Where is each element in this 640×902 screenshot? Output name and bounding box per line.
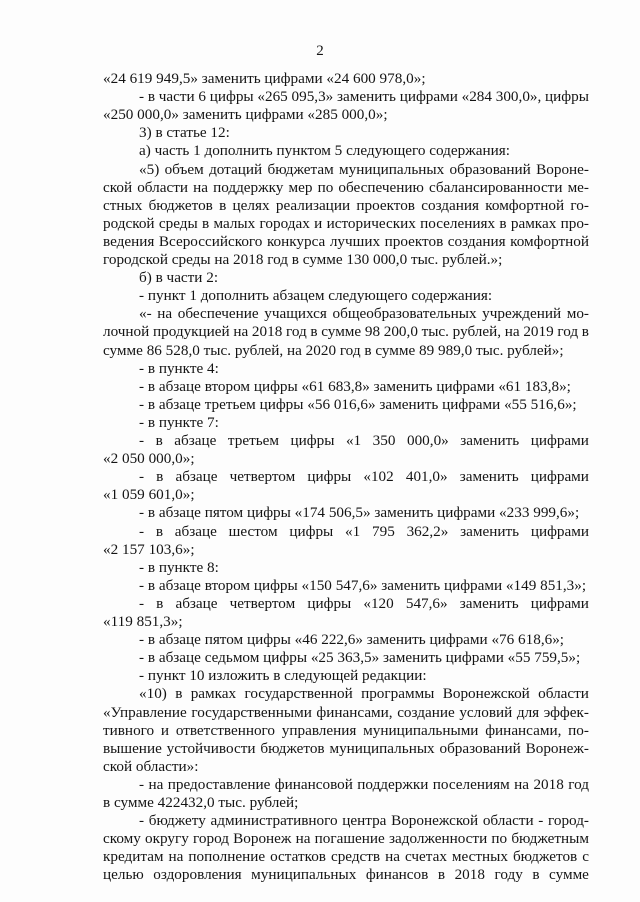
text-line: вышение устойчивости бюджетов муниципальных образований Воронеж- (103, 739, 589, 757)
text-line: 3) в статье 12: (139, 124, 230, 142)
text-line: ской области»: (103, 757, 199, 775)
text-line: «250 000,0» заменить цифрами «285 000,0»; (103, 106, 388, 124)
text-line: «- на обеспечение учащихся общеобразовательных учреждений мо- (139, 305, 589, 323)
text-line: «119 851,3»; (103, 613, 183, 630)
text-line: б) в части 2: (139, 269, 219, 287)
text-line: - в абзаце третьем цифры «1 350 000,0» заменить цифрами (139, 432, 589, 449)
text-line: в сумме 422432,0 тыс. рублей; (103, 794, 299, 811)
text-line: - в абзаце шестом цифры «1 795 362,2» заменить цифрами (139, 522, 589, 540)
text-line: сумме 86 528,0 тыс. рублей, на 2020 год в сумме 89 989,0 тыс. рублей»; (103, 341, 564, 359)
text-line: городской среды на 2018 год в сумме 130 000,0 тыс. рублей.»; (103, 251, 503, 268)
text-line: - на предоставление финансовой поддержки поселениям на 2018 год (139, 775, 589, 793)
text-line: - пункт 1 дополнить абзацем следующего содержания: (139, 287, 493, 305)
text-line: - в абзаце втором цифры «61 683,8» заменить цифрами «61 183,8»; (139, 377, 571, 395)
text-line: «10) в рамках государственной программы Воронежской области (139, 685, 589, 703)
text-line: - в абзаце седьмом цифры «25 363,5» заменить цифрами «55 759,5»; (139, 649, 581, 667)
text-line: - в абзаце пятом цифры «174 506,5» заменить цифрами «233 999,6»; (139, 504, 580, 522)
text-line: родской среды в малых городах и исторических поселениях в рамках про- (103, 214, 589, 232)
text-line: - пункт 10 изложить в следующей редакции: (139, 667, 427, 685)
text-line: кредитам на пополнение остатков средств на счетах местных бюджетов с (103, 848, 589, 866)
text-line: скому округу город Воронеж на погашение задолженности по бюджетным (103, 830, 589, 848)
text-line: а) часть 1 дополнить пунктом 5 следующего содержания: (139, 142, 510, 160)
text-line: ской области на поддержку мер по обеспечению сбалансированности ме- (103, 178, 589, 196)
text-line: тивного и ответственного управления муниципальными финансами, по- (103, 721, 589, 739)
text-line: - в абзаце втором цифры «150 547,6» заменить цифрами «149 851,3»; (139, 576, 587, 594)
text-line: - в абзаце четвертом цифры «120 547,6» заменить цифрами (139, 594, 589, 612)
text-line: - в пункте 8: (139, 558, 219, 576)
page-number: 2 (316, 43, 324, 59)
text-line: - в части 6 цифры «265 095,3» заменить цифрами «284 300,0», цифры (139, 88, 589, 106)
text-line: - в абзаце четвертом цифры «102 401,0» заменить цифрами (139, 468, 589, 486)
text-line: «24 619 949,5» заменить цифрами «24 600 978,0»; (103, 70, 426, 87)
text-line: «2 157 103,6»; (103, 540, 195, 558)
text-line: ведения Всероссийского конкурса лучших проектов создания комфортной (103, 232, 589, 250)
text-line: целью оздоровления муниципальных финансов в 2018 году в сумме (103, 866, 589, 884)
text-line: «Управление государственными финансами, создание условий для эффек- (103, 703, 589, 721)
text-line: - в абзаце третьем цифры «56 016,6» заменить цифрами «55 516,6»; (139, 395, 577, 413)
text-line: «2 050 000,0»; (103, 450, 195, 468)
text-line: - в пункте 7: (139, 413, 219, 431)
text-line: - в абзаце пятом цифры «46 222,6» заменить цифрами «76 618,6»; (139, 631, 565, 649)
text-line: - в пункте 4: (139, 359, 219, 377)
text-line: «1 059 601,0»; (103, 486, 195, 504)
text-line: лочной продукцией на 2018 год в сумме 98 200,0 тыс. рублей, на 2019 год в (103, 323, 589, 341)
text-line: стных бюджетов в целях реализации проектов создания комфортной го- (103, 196, 589, 214)
text-line: «5) объем дотаций бюджетам муниципальных образований Вороне- (139, 160, 589, 178)
text-line: - бюджету административного центра Воронежской области - город- (139, 812, 589, 830)
